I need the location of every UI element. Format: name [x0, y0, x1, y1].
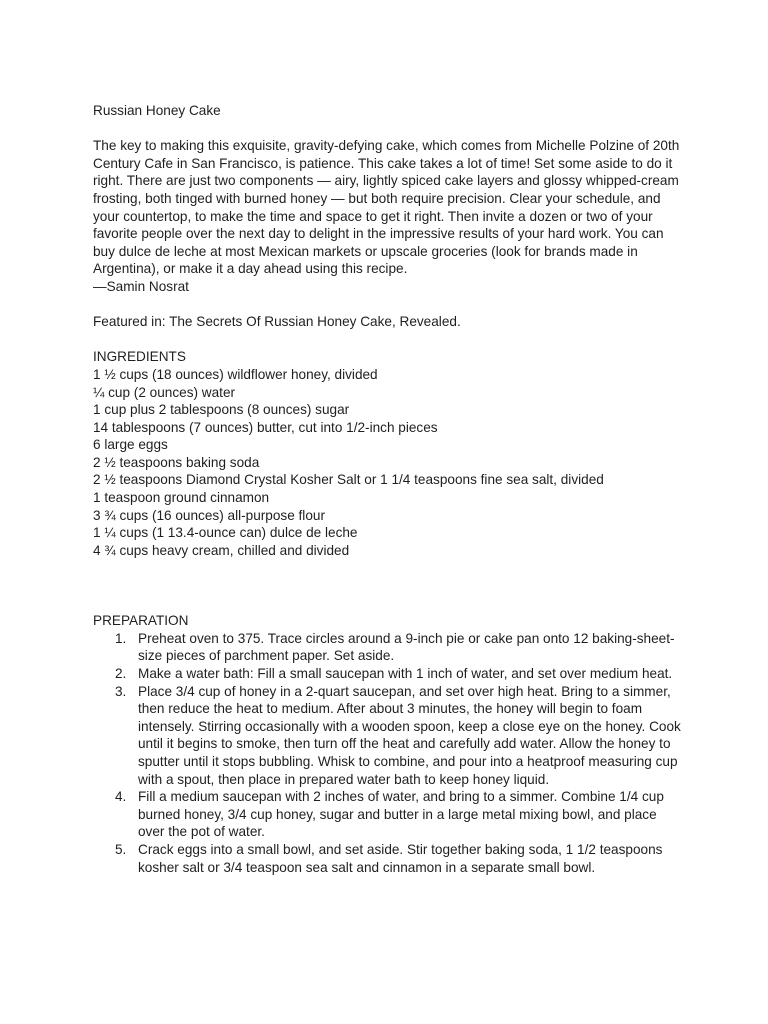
ingredient-item: 2 ½ teaspoons baking soda [93, 454, 260, 470]
step-item [93, 630, 683, 665]
spacer [93, 331, 683, 349]
spacer [93, 296, 683, 314]
preparation-heading: PREPARATION [93, 613, 189, 629]
ingredients-heading: INGREDIENTS [93, 349, 186, 365]
preparation-steps [93, 630, 683, 876]
intro-attribution: —Samin Nosrat [93, 278, 189, 294]
step-text: Place 3/4 cup of honey in a 2-quart saucepan, and set over high heat. Bring to a simmer, then reduce the heat to medium. After about 3 minutes, the honey will begin to foam intensely. Stirring occasionally with a wooden spoon, keep a close eye on the honey. Cook until it begins to smoke, then turn off the heat and carefully add water. Allow the honey to sputter until it stops bubbling. Whisk to combine, and pour into a heatproof measuring cup with a spout, then place in prepared water bath to keep honey liquid. [138, 683, 681, 787]
ingredient-item: 1 ¼ cups (1 13.4-ounce can) dulce de leche [93, 525, 358, 541]
step-item [93, 841, 683, 876]
recipe-title: Russian Honey Cake [93, 103, 221, 118]
step-item [93, 788, 683, 841]
spacer [93, 120, 683, 138]
ingredient-item: 6 large eggs [93, 437, 168, 453]
step-number: 4. [115, 789, 127, 805]
spacer [93, 559, 683, 612]
step-number: 3. [115, 683, 127, 699]
ingredient-item: 3 ¾ cups (16 ounces) all-purpose flour [93, 507, 325, 523]
ingredient-item: ¼ cup (2 ounces) water [93, 384, 236, 400]
step-text: Crack eggs into a small bowl, and set aside. Stir together baking soda, 1 1/2 teaspoons kosher salt or 3/4 teaspoon sea salt and cinnamon in a separate small bowl. [138, 841, 663, 875]
step-item [93, 665, 683, 683]
featured-in-line: Featured in: The Secrets Of Russian Honey Cake, Revealed. [93, 314, 461, 330]
step-text: Preheat oven to 375. Trace circles around a 9-inch pie or cake pan onto 12 baking-sheet-size pieces of parchment paper. Set aside. [138, 630, 675, 664]
step-number: 5. [115, 841, 127, 857]
ingredient-item: 14 tablespoons (7 ounces) butter, cut into 1/2-inch pieces [93, 419, 438, 435]
recipe-intro [93, 137, 683, 295]
ingredient-item: 1 cup plus 2 tablespoons (8 ounces) sugar [93, 402, 350, 418]
step-item [93, 683, 683, 789]
ingredients-list [93, 366, 683, 560]
step-text: Make a water bath: Fill a small saucepan with 1 inch of water, and set over medium heat. [138, 666, 673, 682]
ingredient-item: 1 teaspoon ground cinnamon [93, 490, 270, 506]
ingredient-item: 4 ¾ cups heavy cream, chilled and divided [93, 542, 350, 558]
ingredient-item: 2 ½ teaspoons Diamond Crystal Kosher Salt or 1 1/4 teaspoons fine sea salt, divided [93, 472, 604, 488]
intro-paragraph: The key to making this exquisite, gravity-defying cake, which comes from Michelle Polzine of 20th Century Cafe in San Francisco, is patience. This cake takes a lot of time! Set some aside to do it right. There are just two components — airy, lightly spiced cake layers and glossy whipped-cream frosting, both tinged with burned honey — but both require precision. Clear your schedule, and your countertop, to make the time and space to get it right. Then invite a dozen or two of your favorite people over the next day to delight in the impressive results of your hard work. You can buy dulce de leche at most Mexican markets or upscale groceries (look for brands made in Argentina), or make it a day ahead using this recipe. [93, 138, 680, 277]
step-text: Fill a medium saucepan with 2 inches of water, and bring to a simmer. Combine 1/4 cup burned honey, 3/4 cup honey, sugar and butter in a large metal mixing bowl, and place over the pot of water. [138, 789, 664, 840]
document-content [93, 102, 683, 876]
step-number: 2. [115, 666, 127, 682]
step-number: 1. [115, 630, 127, 646]
ingredient-item: 1 ½ cups (18 ounces) wildflower honey, divided [93, 366, 378, 382]
